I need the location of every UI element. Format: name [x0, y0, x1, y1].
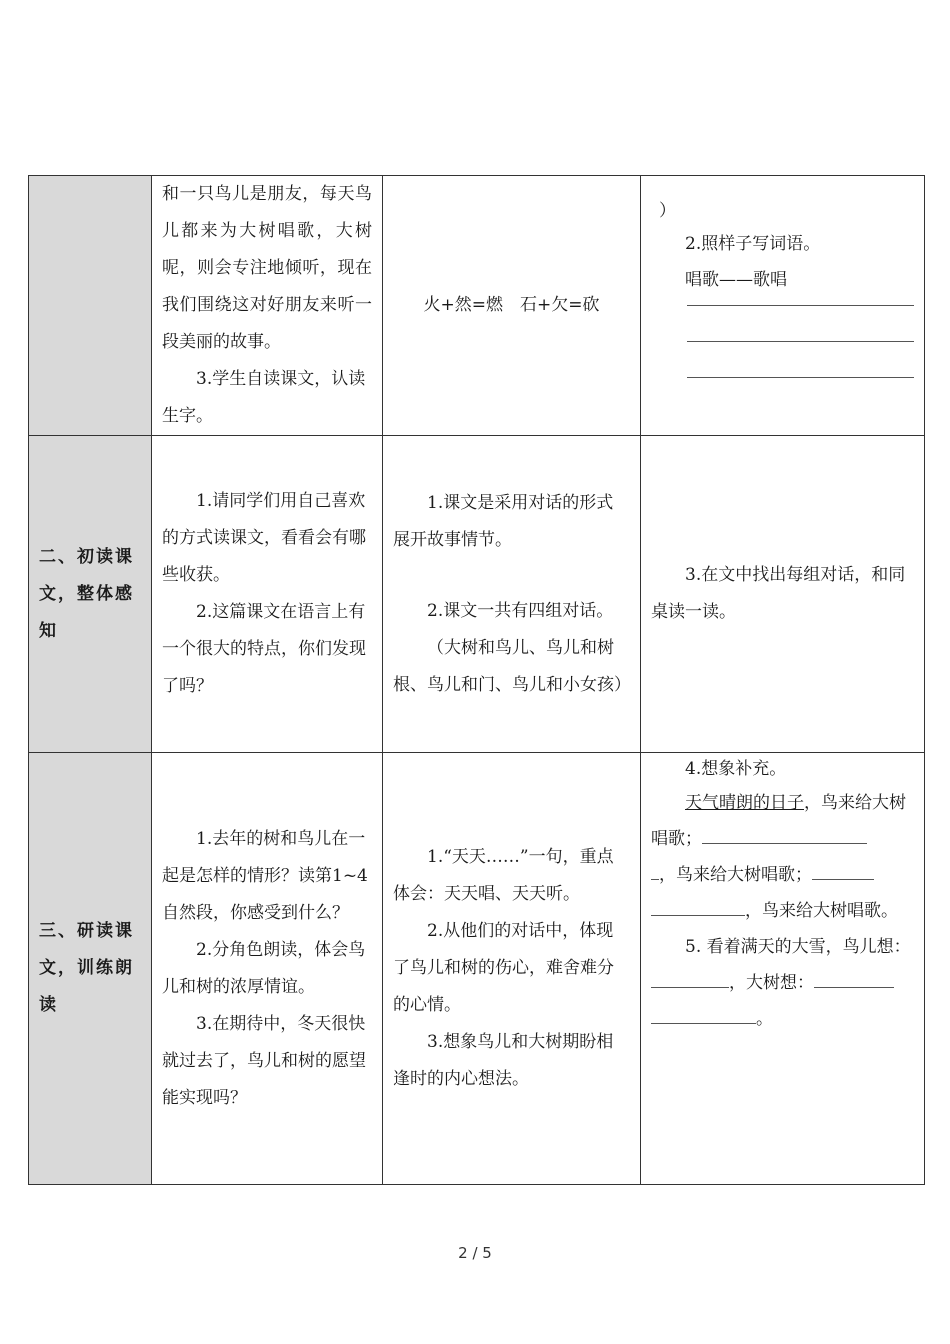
student-text: （大树和鸟儿、鸟儿和树根、鸟儿和门、鸟儿和小女孩）	[393, 637, 631, 695]
practice-text	[651, 965, 914, 1001]
answer-line[interactable]	[812, 859, 874, 880]
stage-title: 二、初读课文，整体感知	[39, 546, 134, 641]
practice-text	[651, 929, 914, 965]
student-text: 1.课文是采用对话的形式展开故事情节。	[393, 492, 614, 550]
table-row	[29, 436, 925, 753]
answer-line[interactable]	[687, 304, 914, 306]
paren-text: ）	[659, 201, 676, 221]
practice-example: 唱歌——歌唱	[685, 270, 787, 290]
practice-text	[651, 893, 914, 929]
practice-text: ，鸟来给大树唱歌。	[745, 901, 898, 921]
student-activity-cell	[383, 436, 641, 753]
answer-line[interactable]	[687, 376, 914, 378]
teacher-text: 2.这篇课文在语言上有一个很大的特点，你们发现了吗？	[162, 602, 366, 696]
practice-cell	[641, 753, 925, 1185]
practice-text	[651, 1001, 914, 1037]
practice-text: 3.在文中找出每组对话，和同桌读一读。	[651, 565, 906, 622]
lesson-plan-table	[28, 175, 925, 1185]
teacher-text: 3.在期待中，冬天很快就过去了，鸟儿和树的愿望能实现吗？	[162, 1013, 366, 1108]
teacher-text: 1.去年的树和鸟儿在一起是怎样的情形？读第1~4自然段，你感受到什么？	[162, 828, 368, 923]
stage-cell	[29, 753, 152, 1185]
teacher-text: 和一只鸟儿是朋友，每天鸟儿都来为大树唱歌，大树呢，则会专注地倾听，现在我们围绕这对好朋友来听一段美丽的故事。	[162, 184, 372, 352]
practice-text: ，大树想：	[729, 973, 814, 993]
teacher-text: 2.分角色朗读，体会鸟儿和树的浓厚情谊。	[162, 939, 366, 997]
page-number: 2 / 5	[458, 1244, 492, 1262]
teacher-text: 1.请同学们用自己喜欢的方式读课文，看看会有哪些收获。	[162, 491, 366, 585]
teacher-activity-cell	[152, 753, 383, 1185]
practice-text: 。	[756, 1009, 773, 1029]
answer-line[interactable]	[651, 895, 745, 916]
answer-line[interactable]	[702, 823, 867, 844]
teacher-activity-cell	[152, 436, 383, 753]
student-text: 2.课文一共有四组对话。	[427, 600, 614, 621]
underlined-phrase: 天气晴朗的日子	[685, 793, 804, 813]
student-text: 火+然=燃 石+欠=砍	[423, 295, 600, 315]
practice-cell	[641, 176, 925, 436]
practice-text	[651, 857, 914, 893]
answer-line[interactable]	[814, 967, 894, 988]
teacher-activity-cell	[152, 176, 383, 436]
stage-title: 三、研读课文，训练朗读	[39, 921, 134, 1015]
table-row	[29, 176, 925, 436]
practice-text: ，鸟来给大树唱歌；	[659, 865, 812, 885]
answer-line[interactable]	[651, 1003, 756, 1024]
student-activity-cell	[383, 176, 641, 436]
practice-text	[651, 785, 914, 857]
answer-line[interactable]	[687, 340, 914, 342]
practice-cell	[641, 436, 925, 753]
stage-cell	[29, 436, 152, 753]
answer-line[interactable]	[651, 859, 659, 880]
practice-title: 4.想象补充。	[685, 759, 787, 779]
practice-title: 2.照样子写词语。	[685, 234, 821, 254]
student-text: 2.从他们的对话中，体现了鸟儿和树的伤心，难舍难分的心情。	[393, 921, 614, 1015]
stage-cell	[29, 176, 152, 436]
student-text: 1.“天天……”一句，重点体会：天天唱、天天听。	[393, 847, 614, 904]
answer-line[interactable]	[651, 967, 729, 988]
student-text: 3.想象鸟儿和大树期盼相逢时的内心想法。	[393, 1032, 614, 1089]
practice-text: ，鸟来给大树唱歌；	[651, 793, 906, 849]
table-row	[29, 753, 925, 1185]
student-activity-cell	[383, 753, 641, 1185]
teacher-text: 3.学生自读课文，认读生字。	[162, 369, 366, 426]
practice-text: 5. 看着满天的大雪，鸟儿想：	[685, 937, 911, 957]
